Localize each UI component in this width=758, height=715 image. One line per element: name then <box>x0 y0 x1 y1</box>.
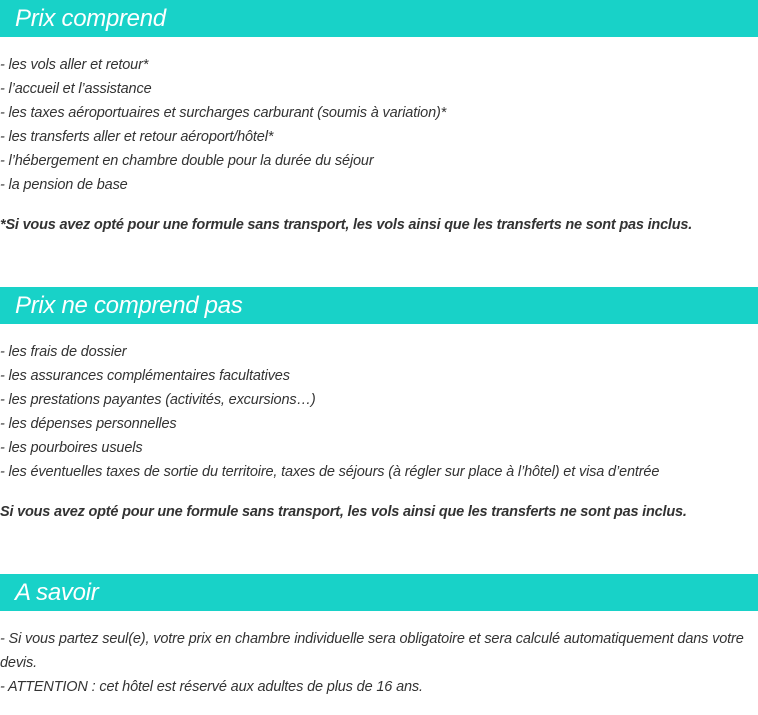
list-item: - les transferts aller et retour aéroport/hôtel* <box>0 129 274 145</box>
list-item: - les assurances complémentaires facultatives <box>0 368 290 384</box>
age-restriction-paragraph: - ATTENTION : cet hôtel est réservé aux adultes de plus de 16 ans. <box>0 679 423 695</box>
list-item: - les dépenses personnelles <box>0 416 177 432</box>
transport-note: *Si vous avez opté pour une formule sans transport, les vols ainsi que les transferts ne sont pas inclus. <box>0 217 693 233</box>
section-header-prix-comprend <box>0 0 758 37</box>
not-included-list <box>0 340 758 484</box>
list-item: - les prestations payantes (activités, excursions…) <box>0 392 316 408</box>
section-title: Prix ne comprend pas <box>15 292 243 319</box>
included-list <box>0 53 758 197</box>
section-title: Prix comprend <box>15 5 166 32</box>
list-item: - la pension de base <box>0 177 128 193</box>
list-item: - les frais de dossier <box>0 344 127 360</box>
list-item: - les vols aller et retour* <box>0 57 149 73</box>
list-item: - l’hébergement en chambre double pour la durée du séjour <box>0 153 374 169</box>
transport-note: Si vous avez opté pour une formule sans transport, les vols ainsi que les transferts ne sont pas inclus. <box>0 504 687 520</box>
list-item: - les pourboires usuels <box>0 440 143 456</box>
section-header-a-savoir <box>0 574 758 611</box>
section-header-prix-ne-comprend-pas <box>0 287 758 324</box>
single-traveler-paragraph: - Si vous partez seul(e), votre prix en chambre individuelle sera obligatoire et sera calculé automatiquement dans votre devis. <box>0 631 744 671</box>
list-item: - les éventuelles taxes de sortie du territoire, taxes de séjours (à régler sur place à l’hôtel) et visa d’entrée <box>0 464 660 480</box>
list-item: - les taxes aéroportuaires et surcharges carburant (soumis à variation)* <box>0 105 447 121</box>
section-title: A savoir <box>15 579 99 606</box>
list-item: - l’accueil et l’assistance <box>0 81 152 97</box>
